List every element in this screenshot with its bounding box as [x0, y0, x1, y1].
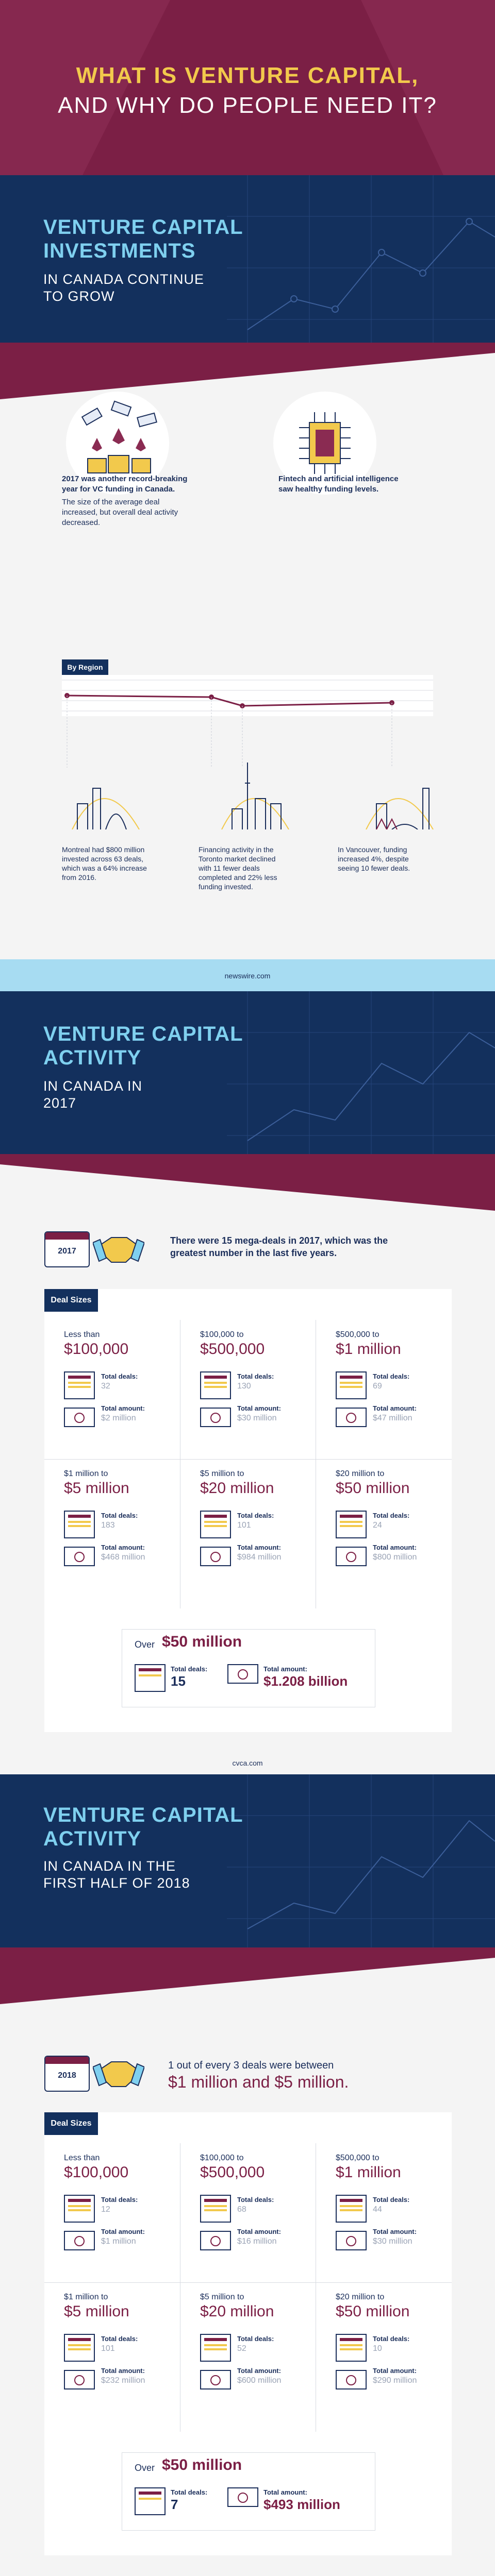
total-deals-label: Total deals:	[101, 1512, 138, 1519]
document-icon	[200, 1371, 231, 1399]
total-amount-value: $600 million	[237, 2376, 282, 2385]
banknote-icon	[200, 1547, 231, 1566]
s2-subtitle-line1: IN CANADA IN	[43, 1078, 143, 1094]
deal-range-label: $500,000 to	[336, 2154, 380, 2162]
document-icon	[336, 1371, 367, 1399]
deal-range-value: $1 million	[336, 1341, 401, 1358]
deal-range-label: $1 million to	[64, 1469, 108, 1478]
hero-title-line2: AND WHY DO PEOPLE NEED IT?	[58, 93, 437, 118]
document-icon	[200, 2334, 231, 2362]
document-icon	[64, 2334, 95, 2362]
total-deals-label: Total deals:	[237, 1512, 274, 1519]
total-deals-label: Total deals:	[237, 2335, 274, 2343]
over-amount-value: $493 million	[263, 2497, 340, 2512]
total-amount-label: Total amount:	[237, 2228, 281, 2235]
total-deals-label: Total deals:	[373, 1512, 410, 1519]
total-deals-value: 101	[101, 2344, 115, 2353]
deal-range-value: $20 million	[200, 1480, 274, 1497]
total-deals-value: 52	[237, 2344, 246, 2353]
over-prefix: Over	[135, 2463, 155, 2473]
deal-range-label: $5 million to	[200, 2293, 244, 2301]
s2-source[interactable]: cvca.com	[232, 1759, 263, 1767]
total-deals-label: Total deals:	[237, 1372, 274, 1380]
s2-headline: There were 15 mega-deals in 2017, which was the greatest number in the last five years.	[170, 1235, 388, 1258]
deal-range-value: $100,000	[64, 1341, 129, 1358]
total-amount-label: Total amount:	[101, 2367, 145, 2375]
total-amount-value: $30 million	[373, 2237, 412, 2246]
s1-subtitle-line2: TO GROW	[43, 289, 115, 304]
deal-range-value: $5 million	[64, 2303, 129, 2320]
s3-calendar-icon	[44, 2056, 90, 2092]
s1-maroon-wedge	[0, 343, 495, 399]
deal-range-value: $1 million	[336, 2164, 401, 2181]
s2-deal-card	[44, 1289, 452, 1732]
total-amount-label: Total amount:	[237, 2367, 281, 2375]
s3-year-badge: 2018	[58, 2071, 76, 2080]
s1-subtitle-line1: IN CANADA CONTINUE	[43, 272, 205, 287]
deal-range-value: $500,000	[200, 2164, 265, 2181]
s2-maroon-wedge	[0, 1154, 495, 1211]
over-value: $50 million	[162, 2456, 242, 2473]
s1-source[interactable]: newswire.com	[224, 972, 271, 980]
banknote-icon	[64, 1547, 95, 1566]
over-deals-value: 7	[171, 2497, 178, 2512]
s2-year-badge: 2017	[58, 1247, 76, 1256]
s2-title-line2: ACTIVITY	[43, 1046, 142, 1069]
banknote-icon	[64, 2231, 95, 2250]
deal-range-value: $50 million	[336, 2303, 410, 2320]
total-deals-label: Total deals:	[373, 2335, 410, 2343]
document-icon	[336, 1511, 367, 1538]
s3-title-line2: ACTIVITY	[43, 1827, 142, 1850]
total-amount-label: Total amount:	[263, 2488, 307, 2496]
deal-range-value: $20 million	[200, 2303, 274, 2320]
banknote-icon	[200, 2231, 231, 2250]
banknote-icon	[200, 1408, 231, 1427]
deal-range-label: $500,000 to	[336, 1330, 380, 1339]
s3-header	[0, 1774, 495, 1950]
total-amount-value: $16 million	[237, 2237, 277, 2246]
banknote-icon	[200, 2370, 231, 2389]
total-amount-label: Total amount:	[373, 1544, 417, 1551]
s3-subtitle-line1: IN CANADA IN THE	[43, 1858, 176, 1874]
total-deals-value: 32	[101, 1382, 110, 1391]
s1-source-bar	[0, 959, 495, 991]
s3-deal-sizes-tab: Deal Sizes	[44, 2112, 98, 2135]
total-amount-label: Total amount:	[101, 1544, 145, 1551]
s3-title	[43, 1803, 243, 1851]
deal-range-value: $100,000	[64, 2164, 129, 2181]
document-icon	[336, 2334, 367, 2362]
s2-title	[43, 1022, 243, 1070]
s3-grid-graphic	[227, 1774, 495, 1950]
deal-range-label: $100,000 to	[200, 1330, 244, 1339]
s2-header	[0, 991, 495, 1156]
city-skylines	[57, 752, 438, 829]
total-amount-value: $47 million	[373, 1414, 412, 1422]
deal-range-label: $1 million to	[64, 2293, 108, 2301]
total-amount-label: Total amount:	[373, 2367, 417, 2375]
total-deals-value: 44	[373, 2205, 382, 2214]
s3-headline-1: 1 out of every 3 deals were between	[168, 2060, 334, 2071]
s2-deal-sizes-tab: Deal Sizes	[44, 1289, 98, 1312]
document-icon	[135, 1664, 166, 1692]
document-icon	[200, 1511, 231, 1538]
s3-subtitle-line2: FIRST HALF OF 2018	[43, 1875, 190, 1891]
s2-subtitle-line2: 2017	[43, 1095, 77, 1111]
document-icon	[336, 2195, 367, 2223]
s1-header	[0, 175, 495, 345]
total-deals-value: 68	[237, 2205, 246, 2214]
deal-range-label: $100,000 to	[200, 2154, 244, 2162]
s2-title-line1: VENTURE CAPITAL	[43, 1023, 243, 1045]
vancouver-text: In Vancouver, funding increased 4%, despite seeing 10 fewer deals.	[338, 845, 410, 872]
total-amount-label: Total amount:	[373, 1404, 417, 1412]
total-amount-label: Total amount:	[263, 1665, 307, 1673]
total-amount-label: Total amount:	[101, 1404, 145, 1412]
banknote-icon	[336, 2370, 367, 2389]
document-icon	[64, 1371, 95, 1399]
s1-title-line2: INVESTMENTS	[43, 240, 196, 262]
handshake-icon	[93, 2052, 144, 2093]
total-deals-label: Total deals:	[171, 1665, 208, 1673]
deal-range-value: $500,000	[200, 1341, 265, 1358]
banknote-icon	[336, 1408, 367, 1427]
total-deals-label: Total deals:	[237, 2196, 274, 2204]
handshake-icon	[93, 1227, 144, 1268]
deal-range-label: Less than	[64, 2154, 100, 2162]
banknote-icon	[64, 1408, 95, 1427]
over-value: $50 million	[162, 1633, 242, 1650]
s2-subtitle	[43, 1078, 142, 1112]
total-amount-value: $232 million	[101, 2376, 145, 2385]
s1-right-p1: Fintech and artificial intelligence saw healthy funding levels.	[278, 474, 399, 494]
total-deals-value: 12	[101, 2205, 110, 2214]
total-deals-value: 130	[237, 1382, 251, 1391]
deal-range-label: $20 million to	[336, 2293, 385, 2301]
total-deals-label: Total deals:	[373, 1372, 410, 1380]
over-deals-value: 15	[171, 1673, 186, 1689]
s3-title-line1: VENTURE CAPITAL	[43, 1804, 243, 1826]
total-deals-label: Total deals:	[101, 2196, 138, 2204]
document-icon	[135, 2487, 166, 2515]
s1-left-p2: The size of the average deal increased, but overall deal activity decreased.	[62, 498, 178, 527]
s3-deal-card	[44, 2112, 452, 2555]
total-deals-label: Total deals:	[171, 2488, 208, 2496]
toronto-text: Financing activity in the Toronto market declined with 11 fewer deals completed and 22% less funding invested.	[199, 845, 277, 891]
total-amount-value: $290 million	[373, 2376, 417, 2385]
s3-headline-2: $1 million and $5 million.	[168, 2073, 349, 2091]
document-icon	[200, 2195, 231, 2223]
over-prefix: Over	[135, 1639, 155, 1650]
document-icon	[64, 1511, 95, 1538]
total-deals-label: Total deals:	[101, 1372, 138, 1380]
s1-subtitle	[43, 271, 204, 305]
total-amount-value: $800 million	[373, 1553, 417, 1562]
total-deals-value: 101	[237, 1521, 251, 1530]
total-deals-value: 183	[101, 1521, 115, 1530]
s1-grid-graphic	[227, 175, 495, 345]
deal-range-label: Less than	[64, 1330, 100, 1339]
s1-title	[43, 215, 243, 263]
total-amount-value: $984 million	[237, 1553, 282, 1562]
document-icon	[64, 2195, 95, 2223]
total-amount-value: $2 million	[101, 1414, 136, 1422]
total-amount-label: Total amount:	[237, 1544, 281, 1551]
hero-banner	[0, 0, 495, 175]
banknote-icon	[336, 2231, 367, 2250]
deal-range-label: $20 million to	[336, 1469, 385, 1478]
s1-title-line1: VENTURE CAPITAL	[43, 216, 243, 239]
total-amount-value: $30 million	[237, 1414, 277, 1422]
s3-maroon-wedge	[0, 1947, 495, 2004]
banknote-icon	[64, 2370, 95, 2389]
s2-grid-graphic	[227, 991, 495, 1156]
total-amount-label: Total amount:	[373, 2228, 417, 2235]
deal-range-value: $5 million	[64, 1480, 129, 1497]
total-deals-value: 69	[373, 1382, 382, 1391]
total-deals-value: 10	[373, 2344, 382, 2353]
total-amount-value: $468 million	[101, 1553, 145, 1562]
total-amount-label: Total amount:	[101, 2228, 145, 2235]
s1-left-p1: 2017 was another record-breaking year for VC funding in Canada.	[62, 474, 188, 494]
total-amount-label: Total amount:	[237, 1404, 281, 1412]
over-amount-value: $1.208 billion	[263, 1673, 348, 1689]
hero-title	[0, 61, 495, 121]
deal-range-label: $5 million to	[200, 1469, 244, 1478]
by-region-badge: By Region	[62, 659, 108, 675]
deal-range-value: $50 million	[336, 1480, 410, 1497]
banknote-icon	[227, 2487, 258, 2507]
s2-calendar-icon	[44, 1231, 90, 1267]
total-amount-value: $1 million	[101, 2237, 136, 2246]
s3-subtitle	[43, 1858, 190, 1892]
hero-title-line1: WHAT IS VENTURE CAPITAL,	[76, 63, 419, 88]
total-deals-label: Total deals:	[373, 2196, 410, 2204]
montreal-text: Montreal had $800 million invested across 63 deals, which was a 64% increase from 2016.	[62, 845, 147, 882]
total-deals-label: Total deals:	[101, 2335, 138, 2343]
total-deals-value: 24	[373, 1521, 382, 1530]
banknote-icon	[336, 1547, 367, 1566]
banknote-icon	[227, 1664, 258, 1684]
